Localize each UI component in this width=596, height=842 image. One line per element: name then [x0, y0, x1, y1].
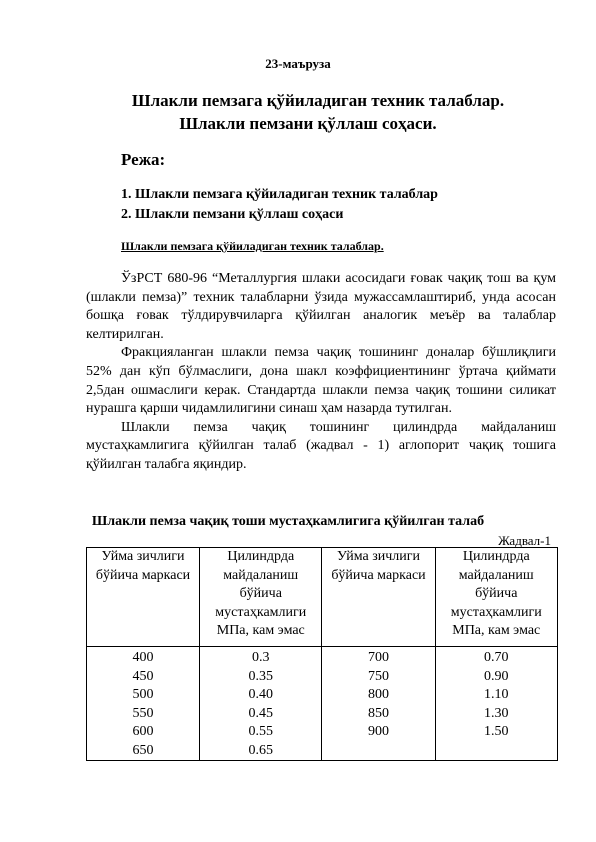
section-heading: Шлакли пемзага қўйиладиган техник талаблар. — [121, 239, 384, 253]
cell-value: 0.3 — [252, 650, 270, 665]
cell-value: 450 — [132, 668, 154, 684]
cell-value: 900 — [368, 724, 389, 739]
table-cell — [87, 647, 200, 761]
plan-item: 2. Шлакли пемзани қўллаш соҳаси — [121, 207, 344, 222]
cell-value: 0.35 — [248, 668, 273, 684]
cell-value: 0.90 — [484, 668, 509, 684]
strength-table — [86, 547, 558, 761]
cell-value: 650 — [132, 742, 154, 758]
cell-value: 600 — [132, 724, 154, 739]
paragraph: Шлакли пемза чақиқ тошининг цилиндрда майдаланиш мустаҳкамлигига қўйилган талаб (жадвал - 1) аглопорит чақиқ тошига қўйилган талабга яқиндир. — [86, 419, 556, 472]
column-header: Уйма зичлиги бўйича маркаси — [87, 548, 200, 647]
paragraph: Фракцияланган шлакли пемза чақиқ тошининг доналар бўшлиқлиги 52% дан кўп бўлмаслиги, дона шакл коэффициентининг ўртача қиймати 2,5дан ошмаслиги керак. Стандартда шлакли пемза чақиқ тошини силикат нурашга қарши чидамлилигини синаш ҳам назарда тутилган. — [86, 345, 556, 417]
plan-list — [121, 185, 438, 225]
cell-value: 550 — [132, 705, 154, 721]
cell-value: 1.10 — [484, 687, 509, 702]
table-number: Жадвал-1 — [498, 533, 551, 548]
cell-value: 0.65 — [248, 742, 273, 758]
cell-value: 500 — [132, 687, 154, 702]
cell-value: 800 — [368, 687, 389, 702]
table-cell — [200, 647, 322, 761]
cell-value: 1.30 — [484, 705, 509, 721]
cell-value: 0.55 — [248, 724, 273, 739]
table-cell — [435, 647, 557, 761]
page-title-line-2: Шлакли пемзани қўллаш соҳаси. — [179, 114, 437, 133]
cell-value: 0.70 — [484, 650, 509, 665]
paragraph: ЎзРСТ 680-96 “Металлургия шлаки асосидаги ғовак чақиқ тош ва қум (шлакли пемза)” техник талабларни ўзида мужассамлаштириб, унда асосан бошқа ғовак тўлдирувчиларга қўйилган аналогик меъёр ва талаблар келтирилган. — [86, 271, 556, 342]
body-text — [86, 270, 556, 475]
cell-value: 700 — [368, 650, 389, 665]
cell-value: 400 — [132, 650, 154, 665]
plan-item: 1. Шлакли пемзага қўйиладиган техник талаблар — [121, 187, 438, 202]
cell-value: 0.45 — [248, 705, 273, 721]
table-cell — [322, 647, 435, 761]
cell-value: 0.40 — [248, 687, 273, 702]
plan-heading: Режа: — [121, 150, 166, 169]
lecture-number: 23-маъруза — [265, 56, 331, 71]
column-header: Уйма зичлиги бўйича маркаси — [322, 548, 435, 647]
table-row — [87, 647, 558, 761]
page-title-line-1: Шлакли пемзага қўйиладиган техник талаблар. — [131, 91, 505, 110]
table-caption: Шлакли пемза чақиқ тоши мустаҳкамлигига қўйилган талаб — [91, 514, 485, 529]
cell-value: 1.50 — [484, 724, 509, 739]
column-header: Цилиндрда майдаланиш бўйича мустаҳкамлиги МПа, кам эмас — [435, 548, 557, 647]
table-header-row — [87, 548, 558, 647]
column-header: Цилиндрда майдаланиш бўйича мустаҳкамлиги МПа, кам эмас — [200, 548, 322, 647]
cell-value: 750 — [368, 668, 389, 684]
cell-value: 850 — [368, 705, 389, 721]
